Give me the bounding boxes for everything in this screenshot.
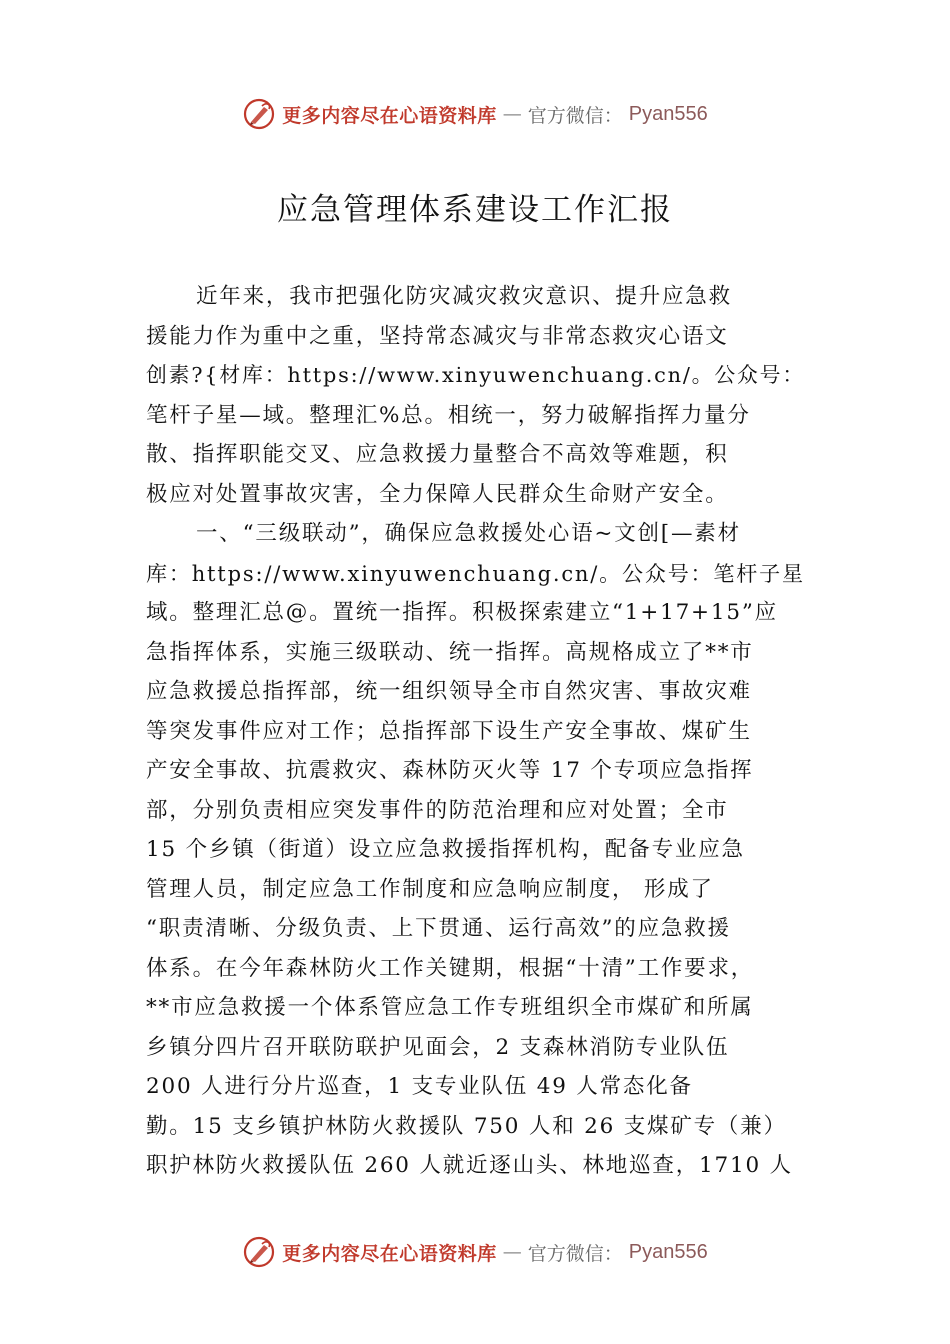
watermark-contact-label: 官方微信：: [527, 104, 623, 127]
body-line: 散、指挥职能交叉、应急救援力量整合不高效等难题，积: [146, 442, 729, 467]
body-line: 职护林防火救援队伍 260 人就近逐山头、林地巡查，1710 人: [146, 1153, 793, 1178]
footer-watermark: [0, 1232, 950, 1272]
watermark-site-name: 更多内容尽在心语资料库: [282, 1242, 497, 1265]
body-line: 应急救援总指挥部，统一组织领导全市自然灾害、事故灾难: [146, 679, 752, 704]
watermark-contact-id: Pyan556: [628, 102, 708, 125]
body-line: 援能力作为重中之重，坚持常态减灾与非常态救灾心语文: [146, 323, 729, 349]
body-line: **市应急救援一个体系管应急工作专班组织全市煤矿和所属: [146, 995, 754, 1020]
watermark-contact-id: Pyan556: [628, 1240, 708, 1263]
watermark-site-name: 更多内容尽在心语资料库: [282, 104, 497, 127]
body-line: 勤。15 支乡镇护林防火救援队 750 人和 26 支煤矿专（兼）: [146, 1113, 787, 1139]
watermark-contact-label: 官方微信：: [527, 1242, 623, 1265]
body-line: 管理人员，制定应急工作制度和应急响应制度， 形成了: [146, 876, 714, 902]
watermark-separator: —: [502, 103, 522, 125]
body-line: 笔杆子星—域。整理汇%总。相统一，努力破解指挥力量分: [146, 402, 751, 428]
body-line: 部，分别负责相应突发事件的防范治理和应对处置；全市: [146, 797, 729, 823]
body-line: 乡镇分四片召开联防联护见面会，2 支森林消防专业队伍: [146, 1034, 730, 1060]
document-title: 应急管理体系建设工作汇报: [277, 192, 673, 228]
body-line: 200 人进行分片巡查，1 支专业队伍 49 人常态化备: [146, 1074, 693, 1099]
pen-logo-icon: [242, 97, 276, 131]
body-line: 库：https://www.xinyuwenchuang.cn/。公众号：笔杆子星: [146, 560, 805, 586]
body-line: 等突发事件应对工作；总指挥部下设生产安全事故、煤矿生: [146, 718, 752, 744]
body-line: 急指挥体系，实施三级联动、统一指挥。高规格成立了**市: [146, 639, 754, 665]
body-line: 15 个乡镇（街道）设立应急救援指挥机构，配备专业应急: [146, 837, 745, 862]
body-line: 一、“三级联动”，确保应急救援处心语~文创[—素材: [196, 521, 741, 546]
body-line: 产安全事故、抗震救灾、森林防灭火等 17 个专项应急指挥: [146, 758, 754, 783]
pen-logo-icon: [242, 1235, 276, 1269]
header-watermark: [0, 94, 950, 134]
body-line: 近年来，我市把强化防灾减灾救灾意识、提升应急救: [196, 284, 732, 309]
body-line: 体系。在今年森林防火工作关键期，根据“十清”工作要求，: [146, 955, 755, 981]
body-line: 创素?{材库：https://www.xinyuwenchuang.cn/。公众号：: [146, 363, 805, 387]
body-line: 域。整理汇总@。置统一指挥。积极探索建立“1+17+15”应: [146, 600, 778, 625]
body-line: “职责清晰、分级负责、上下贯通、运行高效”的应急救援: [146, 916, 731, 941]
document-body: [146, 277, 810, 1186]
body-line: 极应对处置事故灾害，全力保障人民群众生命财产安全。: [146, 481, 729, 507]
watermark-separator: —: [502, 1241, 522, 1263]
